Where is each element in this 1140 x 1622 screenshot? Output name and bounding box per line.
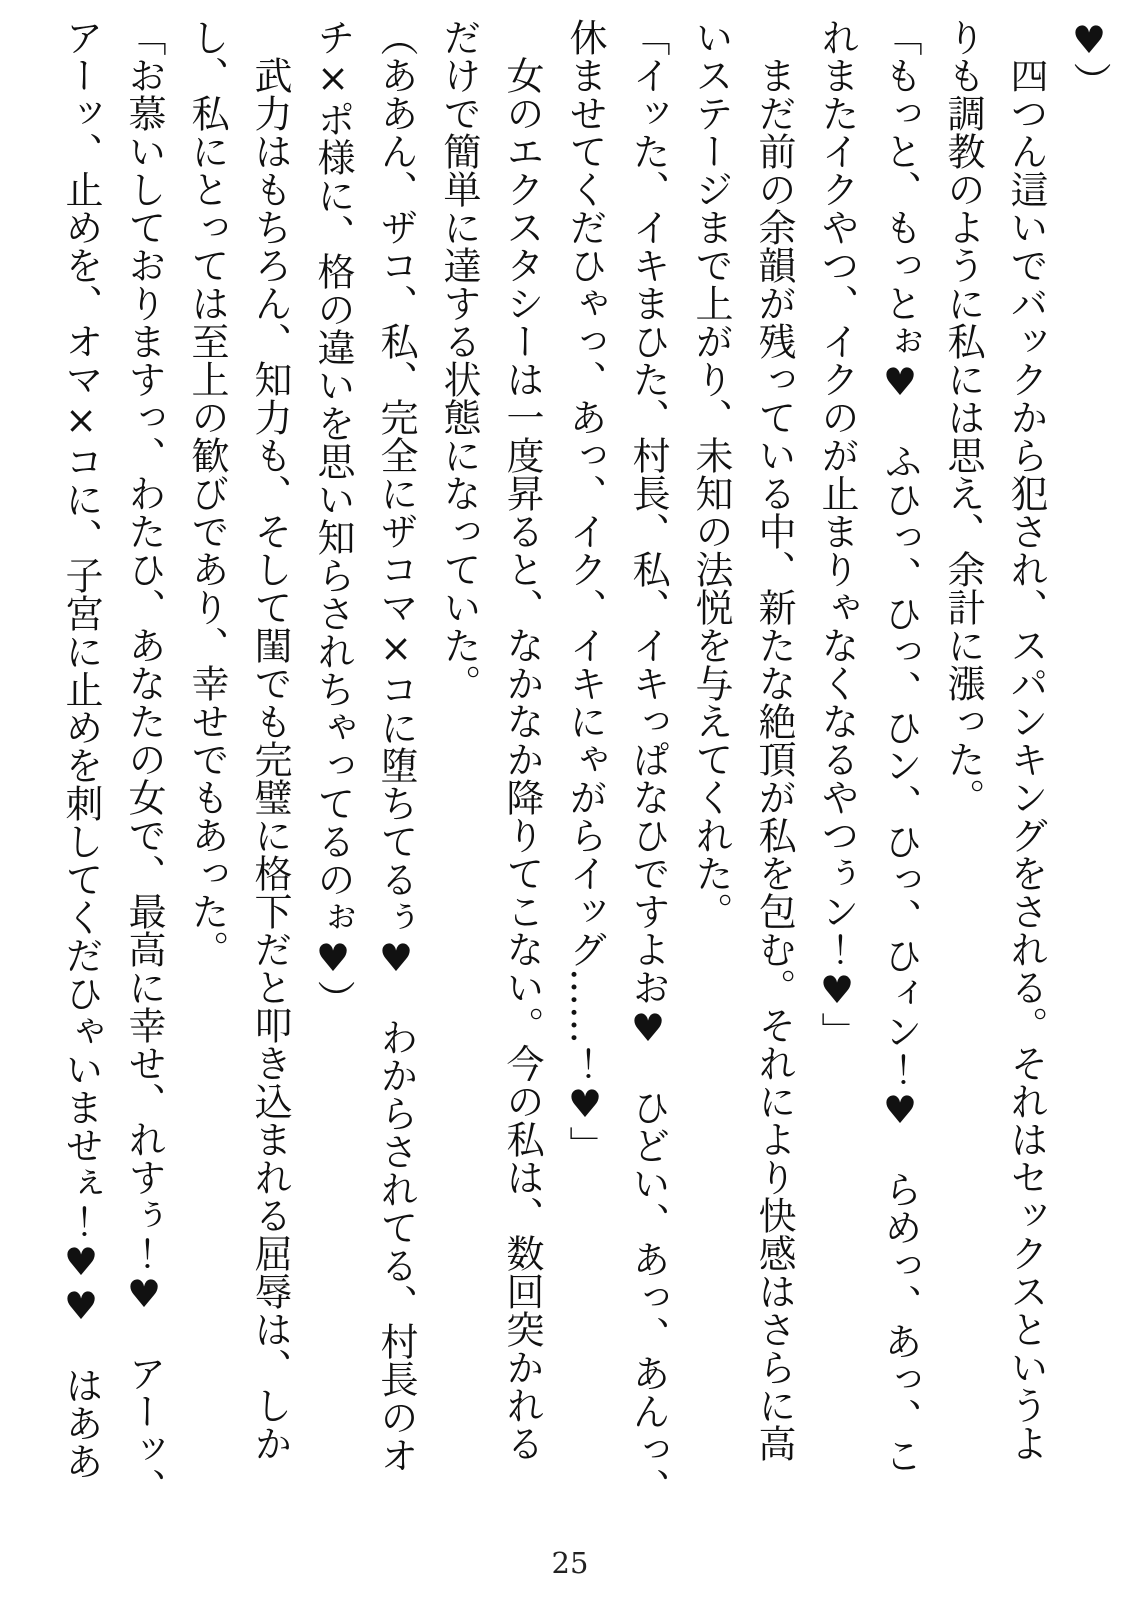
text-column: 女のエクスタシーは一度昇ると、なかなか降りてこない。今の私は、数回突かれる: [500, 18, 544, 1462]
text-column: （ああん、ザコ、私、完全にザコマ×コに堕ちてるぅ♥ わからされてる、村長のオ: [374, 18, 418, 1474]
text-column: だけで簡単に達する状態になっていた。: [437, 18, 481, 702]
text-column: 四つん這いでバックから犯され、スパンキングをされる。それはセックスというよ: [1004, 18, 1048, 1462]
text-column: ♥）: [1067, 18, 1111, 100]
text-column: 休ませてくだひゃっ、あっ、イク、イキにゃがらイッグ……！♥」: [563, 18, 607, 1164]
text-column: 「もっと、もっとぉ♥ ふひっ、ひっ、ひン、ひっ、ひィン！♥ らめっ、あっ、こ: [878, 18, 922, 1474]
text-column: し、私にとっては至上の歓びであり、幸せでもあった。: [185, 18, 229, 968]
text-column: 武力はもちろん、知力も、そして閨でも完璧に格下だと叩き込まれる屈辱は、しか: [248, 18, 292, 1462]
text-column: チ×ポ様に、格の違いを思い知らされちゃってるのぉ♥）: [311, 18, 355, 1018]
text-column: まだ前の余韻が残っている中、新たな絶頂が私を包む。それにより快感はさらに高: [752, 18, 796, 1462]
text-column: 「イッた、イキまひた、村長、私、イキっぱなひですよお♥ ひどい、あっ、あんっ、: [626, 18, 670, 1506]
text-column: 「お慕いしておりますっ、わたひ、あなたの女で、最高に幸せ、れすぅ！♥ アーッ、: [122, 18, 166, 1506]
text-column: りも調教のように私には思え、余計に漲った。: [941, 18, 985, 816]
text-column: アーッ、止めを、オマ×コに、子宮に止めを刺してくだひゃいませぇ！♥♥ はああ: [59, 18, 103, 1480]
text-column: いステージまで上がり、未知の法悦を与えてくれた。: [689, 18, 733, 930]
vertical-text-block: [49, 18, 1120, 1506]
text-column: れまたイクやつ、イクのが止まりゃなくなるやつぅン！♥」: [815, 18, 859, 1050]
page-number: 25: [551, 1546, 589, 1580]
